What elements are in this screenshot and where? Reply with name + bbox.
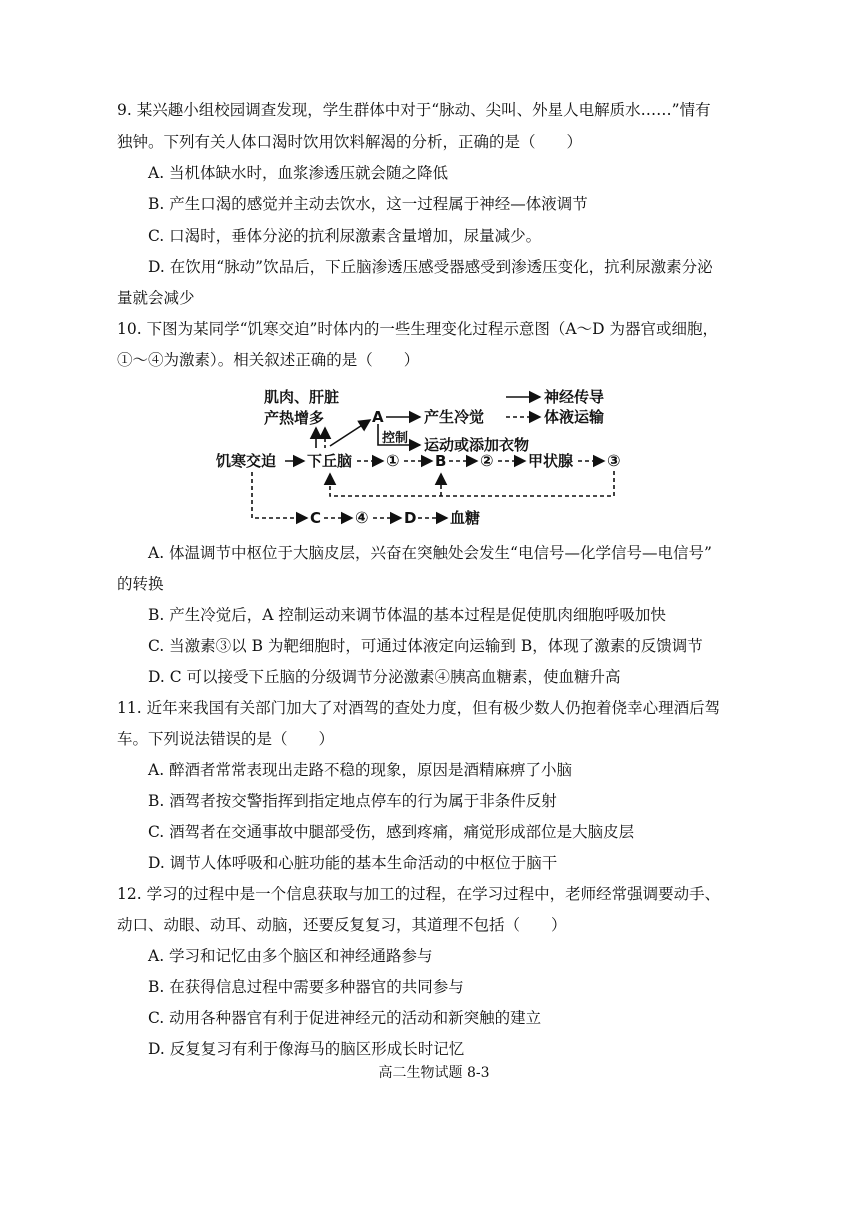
q12-stem-line2: 动口、动眼、动耳、动脑，还要反复复习，其道理不包括（ ） xyxy=(117,916,567,934)
node-b: B xyxy=(435,452,447,470)
legend-humoral-label: 体液运输 xyxy=(544,408,605,426)
label-heat-increase: 产热增多 xyxy=(264,409,325,427)
node-d: D xyxy=(404,509,417,527)
q10-option-c: C. 当激素③以 B 为靶细胞时，可通过体液定向运输到 B，体现了激素的反馈调节 xyxy=(148,637,703,655)
q11-option-a: A. 醉酒者常常表现出走路不稳的现象，原因是酒精麻痹了小脑 xyxy=(148,761,573,779)
q9-stem-line2: 独钟。下列有关人体口渴时饮用饮料解渴的分析，正确的是（ ） xyxy=(117,133,583,151)
label-muscle-liver: 肌肉、肝脏 xyxy=(264,388,340,406)
feedback-path xyxy=(330,471,614,496)
q9-option-c: C. 口渴时，垂体分泌的抗利尿激素含量增加，尿量减少。 xyxy=(148,227,542,245)
regulation-diagram xyxy=(0,378,868,538)
label-hunger-cold: 饥寒交迫 xyxy=(216,452,277,470)
q10-option-b: B. 产生冷觉后，A 控制运动来调节体温的基本过程是促使肌肉细胞呼吸加快 xyxy=(148,606,666,624)
label-exercise: 运动或添加衣物 xyxy=(424,436,530,454)
node-thyroid: 甲状腺 xyxy=(528,452,574,470)
q10-stem-line1: 10. 下图为某同学“饥寒交迫”时体内的一些生理变化过程示意图（A～D 为器官或细胞， xyxy=(117,320,718,338)
label-cold-feeling: 产生冷觉 xyxy=(424,408,485,426)
legend-neural-label: 神经传导 xyxy=(544,388,605,406)
label-control: 控制 xyxy=(382,431,409,446)
hormone-4: ④ xyxy=(355,508,369,527)
hormone-2: ② xyxy=(480,451,494,470)
q12-option-b: B. 在获得信息过程中需要多种器官的共同参与 xyxy=(148,978,464,996)
q9-option-d-line1: D. 在饮用“脉动”饮品后，下丘脑渗透压感受器感受到渗透压变化，抗利尿激素分泌 xyxy=(148,258,713,276)
q9-option-a: A. 当机体缺水时，血浆渗透压就会随之降低 xyxy=(148,164,449,182)
q9-option-d-line2: 量就会减少 xyxy=(117,289,195,307)
q10-option-a-line2: 的转换 xyxy=(117,575,164,593)
q9-option-b: B. 产生口渴的感觉并主动去饮水，这一过程属于神经—体液调节 xyxy=(148,195,588,213)
arrow-hunger-c xyxy=(252,472,307,518)
node-hypothalamus: 下丘脑 xyxy=(307,452,353,470)
q11-stem-line1: 11. 近年来我国有关部门加大了对酒驾的查处力度，但有极少数人仍抱着侥幸心理酒后驾 xyxy=(117,699,721,717)
q10-stem-line2: ①～④为激素）。相关叙述正确的是（ ） xyxy=(117,351,420,369)
q11-option-d: D. 调节人体呼吸和心脏功能的基本生命活动的中枢位于脑干 xyxy=(148,854,558,872)
q9-stem-line1: 9. 某兴趣小组校园调查发现，学生群体中对于“脉动、尖叫、外星人电解质水……”情有 xyxy=(117,101,711,119)
hormone-3: ③ xyxy=(607,451,621,470)
q12-option-a: A. 学习和记忆由多个脑区和神经通路参与 xyxy=(148,947,433,965)
node-a: A xyxy=(372,408,384,426)
q12-stem-line1: 12. 学习的过程中是一个信息获取与加工的过程，在学习过程中，老师经常强调要动手、 xyxy=(117,885,721,903)
arrow-hypothalamus-a xyxy=(330,420,370,446)
q11-option-b: B. 酒驾者按交警指挥到指定地点停车的行为属于非条件反射 xyxy=(148,792,557,810)
label-blood-sugar: 血糖 xyxy=(450,509,481,527)
node-c: C xyxy=(310,509,322,527)
page-footer: 高二生物试题 8-3 xyxy=(378,1065,490,1081)
q10-option-d: D. C 可以接受下丘脑的分级调节分泌激素④胰高血糖素，使血糖升高 xyxy=(148,668,621,686)
q12-option-c: C. 动用各种器官有利于促进神经元的活动和新突触的建立 xyxy=(148,1009,542,1027)
hormone-1: ① xyxy=(386,451,400,470)
q12-option-d: D. 反复复习有利于像海马的脑区形成长时记忆 xyxy=(148,1040,465,1058)
q11-option-c: C. 酒驾者在交通事故中腿部受伤，感到疼痛，痛觉形成部位是大脑皮层 xyxy=(148,823,635,841)
q11-stem-line2: 车。下列说法错误的是（ ） xyxy=(117,730,335,748)
q10-option-a-line1: A. 体温调节中枢位于大脑皮层，兴奋在突触处会发生“电信号—化学信号—电信号” xyxy=(148,544,712,562)
